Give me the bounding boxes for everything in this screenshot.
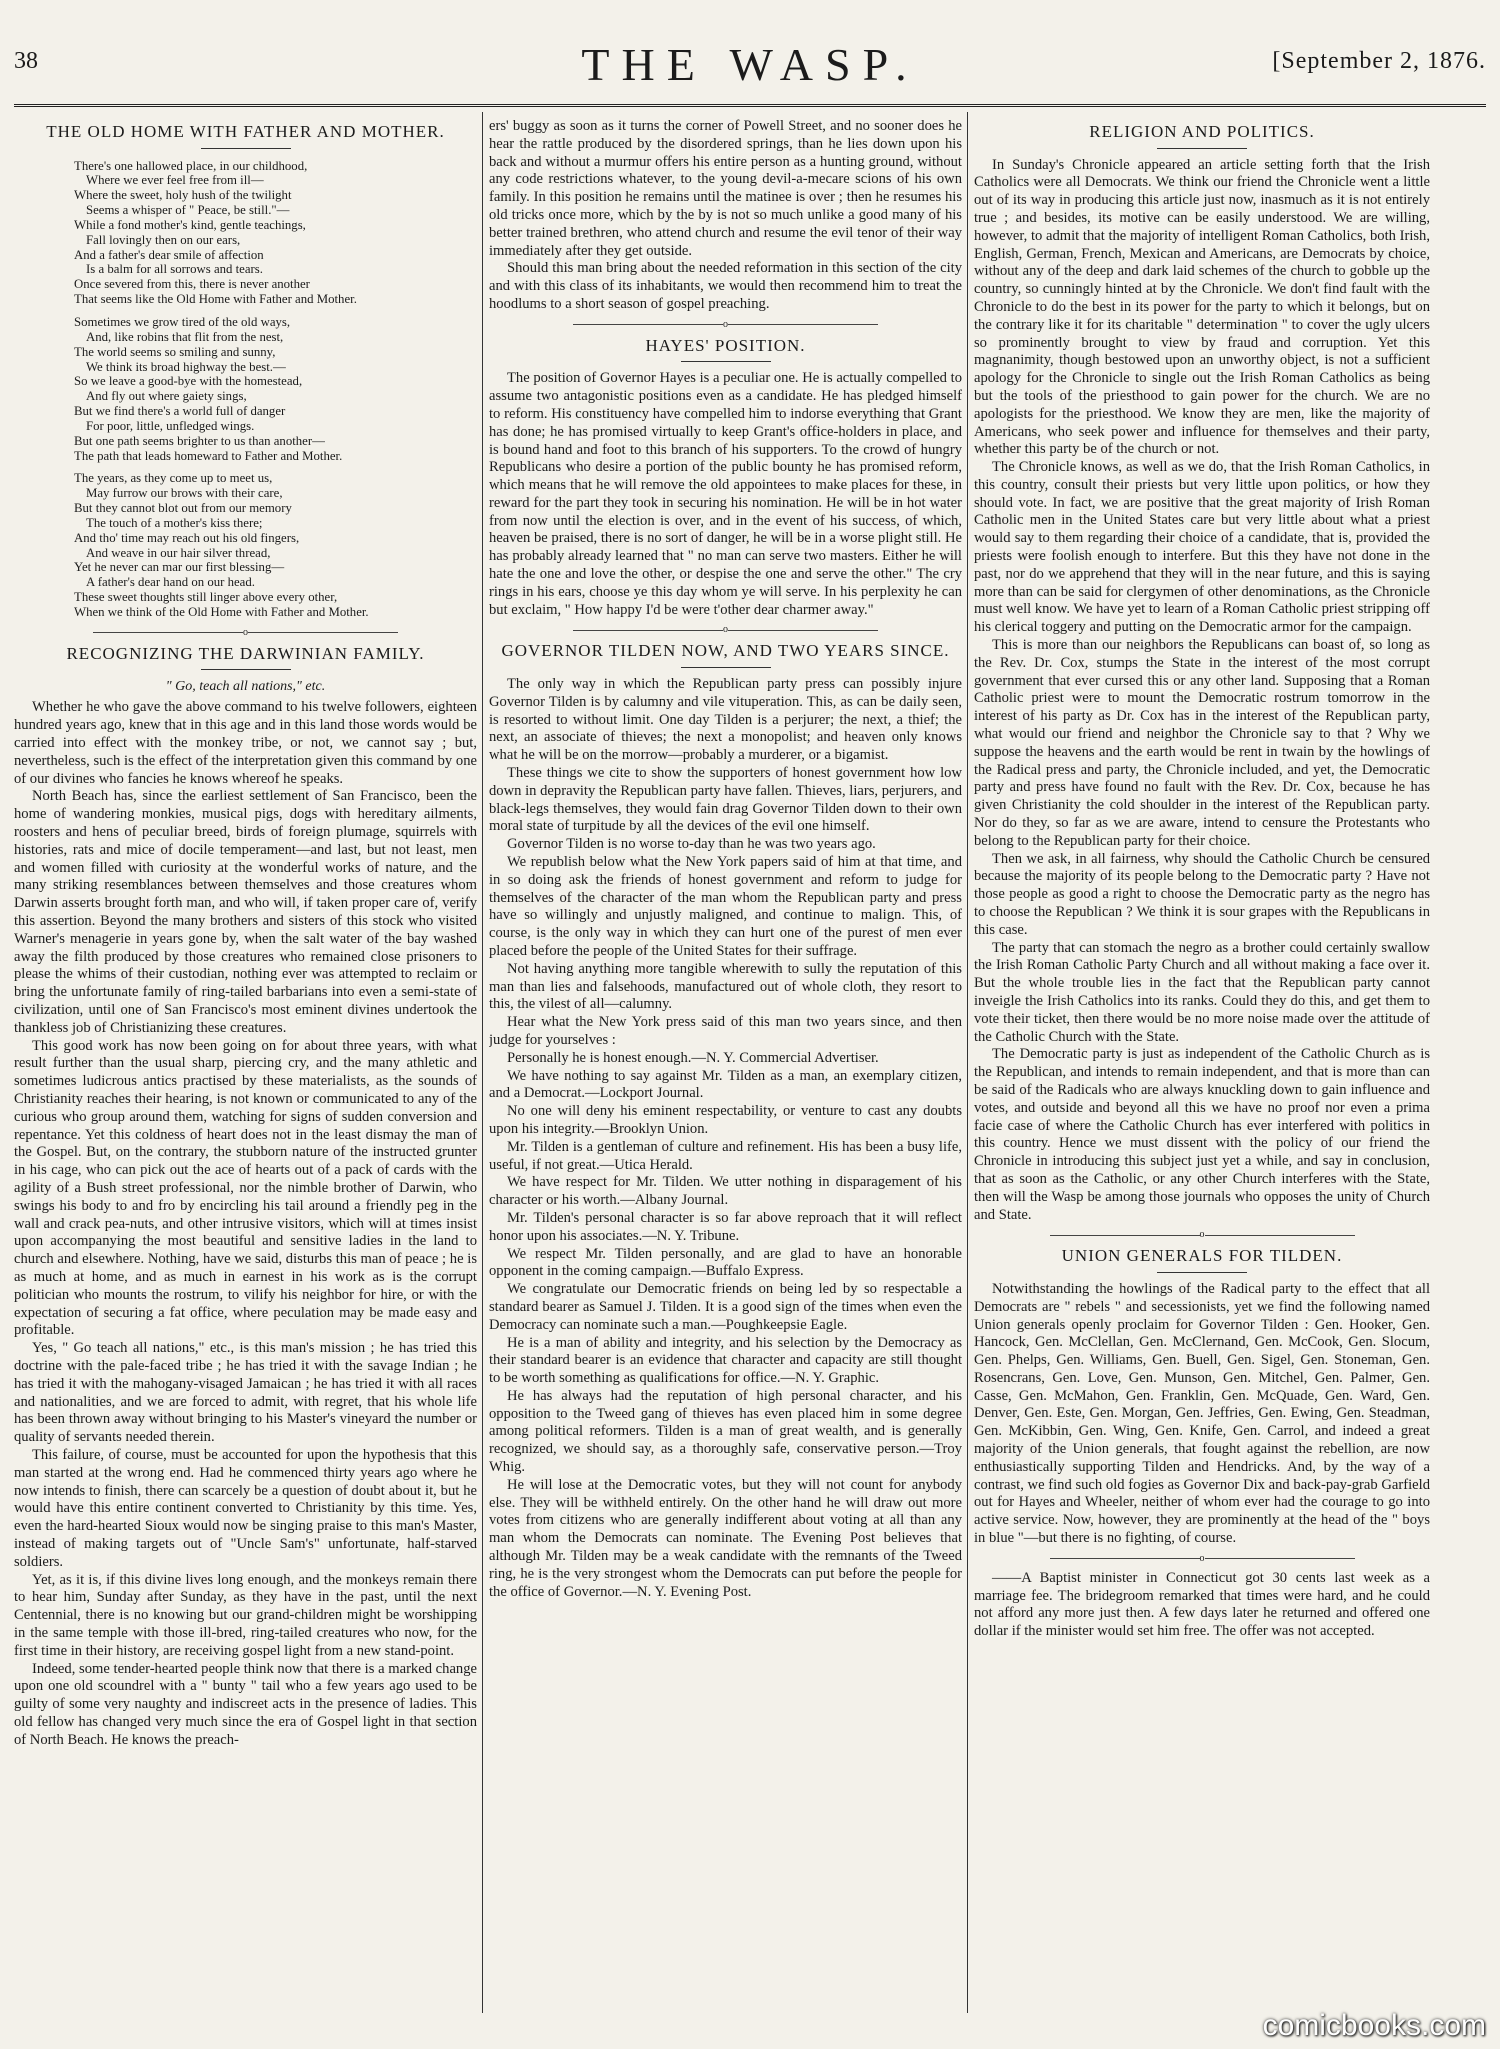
article-heading: RECOGNIZING THE DARWINIAN FAMILY. [66,643,425,663]
poem-line: But they cannot blot out from our memory [74,501,292,516]
poem-line: But one path seems brighter to us than another— [74,433,325,448]
poem-line: And fly out where gaiety sings, [86,389,247,404]
poem-line: That seems like the Old Home with Father and Mother. [74,292,357,307]
poem-line: These sweet thoughts still linger above every other, [74,590,338,605]
article-paragraph: This good work has now been going on for about three years, with what result further than the usual sharp, piercing cry, and the many athletic and sometimes ludicrous antics practised by these materialists, as the sounds of Christianity reaches their hearing, is not known or communicated to any of the curious who group around them, watching for signs of sudden conversion and repentance. Yet this coldness of heart does not in the least dismay the man of the Gospel. But, on the contrary, the stubborn nature of the instructed grunter in his cage, who can pick out the ace of hearts out of a pack of cards with the agility of a Bush street professional, nor the nimble brother of Darwin, who swings his body to and fro by encircling his tail around a friendly peg in the wall and crack pea-nuts, and other intrusive visitors, which will at times insist upon accompanying the most beautiful and sensitive ladies in the land to church and elsewhere. Nothing, have we said, disturbs this man of peace ; he is as much at home, and as much in earnest in his work as is the corrupt politician who mounts the rostrum, to vilify his neighbor for hire, or with the expectation of securing a fat office, where peculation may be made easy and profitable. [14,1037,477,1339]
article-paragraph: The Democratic party is just as independent of the Catholic Church as is the Republican, and intends to remain independent, and that is more than can be said of the Radicals who are always knuckling down to gain influence and votes, and outside and beyond all this we have no proof nor even a prima facie case of where the Catholic Church has ever interfered with politics in this country. Hence we must dissent with the policy of our friend the Chronicle in introducing this subject just yet a while, and say in conclusion, that as soon as the Catholic, or any other Church interferes with the State, then will the Wasp be among those journals who opposes the unity of Church and State. [974,1046,1430,1223]
poem-line: The path that leads homeward to Father and Mother. [74,448,343,463]
poem-line: While a fond mother's kind, gentle teachings, [74,217,306,232]
column-middle [489,118,962,2013]
column-divider [967,112,968,2013]
article-paragraph: Then we ask, in all fairness, why should the Catholic Church be censured because the majority of its people belong to the Democratic party ? Have not those people as good a right to choose the Democratic party as the negro has to choose the Republican ? We think it is sour grapes with the Republicans in this case. [974,850,1430,938]
article-paragraph: In Sunday's Chronicle appeared an article setting forth that the Irish Catholics were all Democrats. We think our friend the Chronicle went a little out of its way in producing this article just now, inasmuch as it is not entirely true ; and besides, its motive can be easily understood. We are willing, however, to admit that the majority of intelligent Roman Catholics, both Irish, English, German, French, Mexican and Americans, are Democrats by choice, without any of the deep and dark laid schemes of the church to gobble up the country, so cunningly hinted at by the Chronicle. We don't find fault with the Chronicle to do the best in its power for the party to which it belongs, but on the contrary like it for its charitable " determination " to cover the ugly ulcers so prominently brought to view by fraud and corruption. Yet this magnanimity, though bestowed upon an unworthy object, is not a sufficient apology for the Chronicle to single out the Irish Roman Catholics as being but the tools of the priesthood to gain power for the church. We are no apologists for the priesthood. We know they are men, like the majority of Americans, who seek power and influence for themselves and their party, whether this party be of the church or not. [974,156,1430,458]
poem-line: Sometimes we grow tired of the old ways, [74,314,291,329]
poem-line: There's one hallowed place, in our childhood, [74,158,308,173]
article-separator: o [489,625,962,635]
column-left [14,118,477,2013]
heading-underline [1157,1272,1247,1273]
poem-line: Where we ever feel free from ill— [86,173,264,188]
heading-underline [201,669,291,670]
poem-line: And a father's dear smile of affection [74,247,264,262]
article-heading: RELIGION AND POLITICS. [1089,122,1315,141]
article-separator: o [974,1554,1430,1564]
column-right [974,118,1430,2013]
poem-line: For poor, little, unfledged wings. [86,418,255,433]
article-separator: o [489,320,962,330]
poem-line: May furrow our brows with their care, [86,486,283,501]
article-paragraph: He has always had the reputation of high personal character, and his opposition to the Tweed gang of thieves has even placed him in some degree among political reformers. Tilden is a man of great wealth, and is generally recognized, we should say, as a thoroughly safe, conservative person.—Troy Whig. [489,1387,962,1476]
article-paragraph: Mr. Tilden is a gentleman of culture and refinement. His has been a busy life, useful, if not great.—Utica Herald. [489,1138,962,1173]
issue-date: [September 2, 1876. [1272,48,1486,74]
poem-line: The years, as they come up to meet us, [74,471,273,486]
article-paragraph: The only way in which the Republican party press can possibly injure Governor Tilden is by calumny and vile vituperation. This, as can be daily seen, is resorted to without limit. One day Tilden is a perjurer; the next, a thief; the next, an associate of thieves; the next a monopolist; and heaven only knows what he will be on the morrow—probably a murderer, or a bigamist. [489,676,962,764]
page-number: 38 [14,48,38,74]
article-paragraph: ers' buggy as soon as it turns the corner of Powell Street, and no sooner does he hear the rattle produced by the disordered springs, than he lies down upon his back and without a murmur offers his entire person as a hunting ground, without any code restrictions whatever, to the young devil-a-mecare scions of his own family. In this position he remains until the matinee is over ; then he resumes his old tricks once more, which by the by is not so much unlike a good many of his better trained brethren, who attend church and resume the evil tenor of their way immediately after they get outside. [489,118,962,259]
article-paragraph: Not having anything more tangible wherewith to sully the reputation of this man than lies and falsehoods, manufactured out of whole cloth, they resort to this, the vilest of all—calumny. [489,960,962,1013]
article-heading: UNION GENERALS FOR TILDEN. [1061,1246,1343,1266]
poem-line: A father's dear hand on our head. [86,575,255,590]
article-paragraph: The party that can stomach the negro as a brother could certainly swallow the Irish Roman Catholic Party Church and all without making a face over it. But the whole trouble lies in the fact that the Republican party cannot inveigle the Irish Catholics into its ranks. Could they do this, and get them to vote their ticket, then there would be no more noise made over the attitude of the Catholic Church with the State. [974,939,1430,1045]
article-paragraph: Notwithstanding the howlings of the Radical party to the effect that all Democrats are " rebels " and secessionists, yet we find the following named Union generals openly proclaim for Governor Tilden : Gen. Hooker, Gen. Hancock, Gen. McClellan, Gen. McClernand, Gen. McCook, Gen. Slocum, Gen. Phelps, Gen. Williams, Gen. Buell, Gen. Sigel, Gen. Stoneman, Gen. Rosencrans, Gen. Love, Gen. Munson, Gen. Mitchel, Gen. Palmer, Gen. Casse, Gen. McMahon, Gen. Franklin, Gen. McQuade, Gen. Ward, Gen. Denver, Gen. Este, Gen. Morgan, Gen. Jeffries, Gen. Ewing, Gen. Steadman, Gen. McKibbin, Gen. Wing, Gen. Knife, Gen. Carrol, and indeed a great majority of the Union generals, that fought against the rebellion, are now enthusiastically supporting Tilden and Hendricks. And, by the way of a contrast, we find such old fogies as Governor Dix and back-pay-grab Garfield out for Hayes and Wheeler, neither of whom ever had the courage to go into active service. Now, however, they are prominently at the head of the " boys in blue "—but there is no fighting, of course. [974,1280,1430,1547]
poem-line: And weave in our hair silver thread, [86,545,271,560]
poem-line: So we leave a good-bye with the homestead, [74,374,303,389]
poem-line: Seems a whisper of " Peace, be still."— [86,203,290,218]
heading-underline [201,148,291,149]
article-paragraph: Whether he who gave the above command to his twelve followers, eighteen hundred years ago, knew that in this age and in this land those words would be carried into effect with the monkey tribe, or not, we cannot say ; but, nevertheless, such is the effect of the interpretation given this command by one of our divines who fancies he knows whereof he speaks. [14,699,477,787]
article-paragraph: Governor Tilden is no worse to-day than he was two years ago. [507,836,876,853]
poem-stanza [74,315,477,463]
heading-underline [681,667,771,668]
article-separator: o [14,628,477,638]
article-paragraph: This is more than our neighbors the Republicans can boast of, so long as the Rev. Dr. Cox, stumps the State in the interest of the most corrupt government that ever cursed this or any other land. Supposing that a Roman Catholic priest were to mount the Democratic rostrum tomorrow in the interest of his party as Dr. Cox has in the interest of the Republican party, what would our friend and neighbor the Chronicle say to that ? Why we suppose the heavens and the earth would be rent in twain by the howlings of the Radical press and party, the Chronicle included, and yet, the Democratic party and press have found no fault with the Rev. Dr. Cox, because he has given Christianity the cold shoulder in the interest of the Republican party. Nor do they, so far as we are aware, intend to censure the Protestants who belong to the Republican party for their choice. [974,637,1430,849]
poem-line: And, like robins that flit from the nest, [86,329,284,344]
article-paragraph: Yes, " Go teach all nations," etc., is this man's mission ; he has tried this doctrine with the pale-faced tribe ; he has tried it with the savage Indian ; he has tried it with the mahogany-visaged Jamaican ; he has tried it with all races and nationalities, and we are forced to admit, with regret, that his whole life has been thrown away without bringing to his Master's vineyard the number or quality of servants needed therein. [14,1340,477,1446]
article-paragraph: He is a man of ability and integrity, and his selection by the Democracy as their standard bearer is an evidence that character and capacity are still thought to be worth something as qualifications for office.—N. Y. Graphic. [489,1334,962,1387]
article-heading: THE OLD HOME WITH FATHER AND MOTHER. [46,122,445,141]
poem-line: We think its broad highway the best.— [86,359,286,374]
poem-line: And tho' time may reach out his old fingers, [74,530,300,545]
article-paragraph: Hear what the New York press said of this man two years since, and then judge for yourselves : [489,1014,962,1048]
article-paragraph: Yet, as it is, if this divine lives long enough, and the monkeys remain there to hear him, Sunday after Sunday, as they have in the past, until the next Centennial, there is no knowing but our grand-children might be worshipping in the same temple with those ill-bred, ring-tailed creatures who now, for the first time in their history, are receiving gospel light from a new stand-point. [14,1571,477,1659]
poem-line: Is a balm for all sorrows and tears. [86,262,263,277]
poem-line: Fall lovingly then on our ears, [86,232,241,247]
article-paragraph: The Chronicle knows, as well as we do, that the Irish Roman Catholics, in this country, consult their priests but very little upon politics, or how they should vote. In fact, we are positive that the great majority of Irish Roman Catholic men in the United States care but very little about what a priest would say to them regarding their choice of a candidate, that is, provided the priests were foolish enough to interfere. But this they have not done in the past, nor do we apprehend that they will in the near future, and this is saying more than can be said for clergymen of other denominations, as the Chronicle must well know. We have yet to learn of a Roman Catholic priest stripping off his clerical toggery and putting on the Democratic armor for the campaign. [974,459,1430,636]
poem [74,159,477,620]
article-paragraph: He will lose at the Democratic votes, but they will not count for anybody else. They will be withheld entirely. On the other hand he will draw out more votes from citizens who are generally indifferent about voting at all than any man whom the Democrats can nominate. The Evening Post believes that although Mr. Tilden may be a weak candidate with the remnants of the Tweed ring, he is the very strongest whom the Democrats can put before the people for the office of Governor.—N. Y. Evening Post. [489,1476,962,1600]
article-paragraph: We republish below what the New York papers said of him at that time, and in so doing ask the friends of honest government and reform to judge for themselves of the character of the man whom the Republican party and press have so willingly and unjustly maligned, and continue to malign. This, of course, is the only way in which they can hurt one of the purest of men ever placed before the people of the United States for their suffrage. [489,853,962,959]
article-separator: o [974,1230,1430,1240]
heading-underline [1157,148,1247,149]
article-paragraph: Personally he is honest enough.—N. Y. Commercial Advertiser. [507,1049,879,1066]
article-motto: " Go, teach all nations," etc. [165,679,326,695]
article-paragraph: We respect Mr. Tilden personally, and are glad to have an honorable opponent in the coming campaign.—Buffalo Express. [489,1245,962,1280]
poem-line: The touch of a mother's kiss there; [86,515,263,530]
article-paragraph: We have respect for Mr. Tilden. We utter nothing in disparagement of his character or his worth.—Albany Journal. [489,1174,962,1209]
watermark-logo: comicbooks.com [1262,2009,1486,2042]
article-paragraph: ——A Baptist minister in Connecticut got 30 cents last week as a marriage fee. The bridegroom remarked that times were hard, and he could not afford any more just then. A few days later he returned and offered one dollar if the minister would set him free. The offer was not accepted. [974,1569,1430,1640]
article-paragraph: Should this man bring about the needed reformation in this section of the city and with this class of its inhabitants, we would then recommend him to treat the hoodlums to a short season of gospel preaching. [489,260,962,312]
poem-line: When we think of the Old Home with Father and Mother. [74,605,369,620]
poem-line: The world seems so smiling and sunny, [74,344,276,359]
masthead [14,38,1486,94]
poem-line: Yet he never can mar our first blessing— [74,560,285,575]
newspaper-title: THE WASP. [581,39,919,90]
article-paragraph: We congratulate our Democratic friends on being led by so respectable a standard bearer as Samuel J. Tilden. It is a good sign of the times when even the Democracy can nominate such a man.—Poughkeepsie Eagle. [489,1281,962,1333]
poem-line: Once severed from this, there is never another [74,277,310,292]
article-paragraph: Mr. Tilden's personal character is so far above reproach that it will reflect honor upon his associates.—N. Y. Tribune. [489,1209,962,1244]
article-paragraph: These things we cite to show the supporters of honest government how low down in depravity the Republican party have fallen. Thieves, liars, perjurers, and black-legs themselves, they would fain drag Governor Tilden down to their own moral state of turpitude by all the devices of the evil one himself. [489,765,962,835]
poem-stanza [74,471,477,619]
article-paragraph: North Beach has, since the earliest settlement of San Francisco, been the home of wandering monkies, musical pigs, dogs with hereditary ailments, roosters and hens of peculiar breed, birds of foreign plumage, squirrels with histories, rats and mice of docile temperament—and last, but not least, men and women filled with curiosity at the wonderful works of nature, and the many striking resemblances between themselves and those creatures whom Darwin asserts brought forth man, and who will, if taken proper care of, verify this assertion. Beyond the many brothers and sisters of this stock who visited Warner's menagerie in years gone by, when the salt water of the bay washed away the filth produced by those creatures who remained close prisoners to please the whims of their custodian, nothing ever was attempted to reclaim or bring the unfortunate family of ring-tailed barbarians into even a semi-state of civilization, until one of San Francisco's most eminent divines undertook the thankless job of Christianizing these creatures. [14,788,477,1036]
article-paragraph: Indeed, some tender-hearted people think now that there is a marked change upon one old scoundrel with a " bunty " tail who a few years ago used to be guilty of some very naughty and indiscreet acts in the presence of ladies. This old fellow has changed very much since the era of Gospel light in that section of North Beach. He knows the preach- [14,1660,477,1748]
article-paragraph: No one will deny his eminent respectability, or venture to cast any doubts upon his integrity.—Brooklyn Union. [489,1103,962,1137]
article-paragraph: This failure, of course, must be accounted for upon the hypothesis that this man started at the wrong end. Had he commenced thirty years ago where he now intends to finish, there can scarcely be a question of doubt about it, but he would have this entire continent converted to Christianity by this time. Yes, even the hard-hearted Sioux would now be singing praise to this man's Master, instead of making targets out of "Uncle Sam's" unfortunate, half-starved soldiers. [14,1446,477,1570]
masthead-rule [14,104,1486,107]
article-paragraph: The position of Governor Hayes is a peculiar one. He is actually compelled to assume two antagonistic positions even as a candidate. He has pledged himself to reform. His constituency have compelled him to indorse everything that Grant has done; he has promised virtually to keep Grant's office-holders in place, and is bound hand and foot to this branch of his supporters. To the crowd of hungry Republicans who desire a portion of the public bounty he has promised reform, which means that he will remove the old appointees to make places for these, in reward for the part they took in securing his nomination. He will be in hot water from now until the election is over, and in the event of his success, of which, heaven be praised, there is no sort of danger, he will be in a worse plight still. He has probably already learned that " no man can serve two masters. Either he will hate the one and love the other, or despise the one and serve the other." The cry rings in his ears, choose ye this day whom ye will serve. In his perplexity he can but exclaim, " How happy I'd be were t'other dear charmer away." [489,370,962,618]
poem-stanza [74,159,477,307]
article-paragraph: We have nothing to say against Mr. Tilden as a man, an exemplary citizen, and a Democrat.—Lockport Journal. [489,1067,962,1102]
heading-underline [681,361,771,362]
poem-line: But we find there's a world full of danger [74,404,286,419]
article-heading: GOVERNOR TILDEN NOW, AND TWO YEARS SINCE. [501,641,950,661]
poem-line: Where the sweet, holy hush of the twilight [74,188,292,203]
column-divider [482,112,483,2013]
article-heading: HAYES' POSITION. [645,335,806,355]
